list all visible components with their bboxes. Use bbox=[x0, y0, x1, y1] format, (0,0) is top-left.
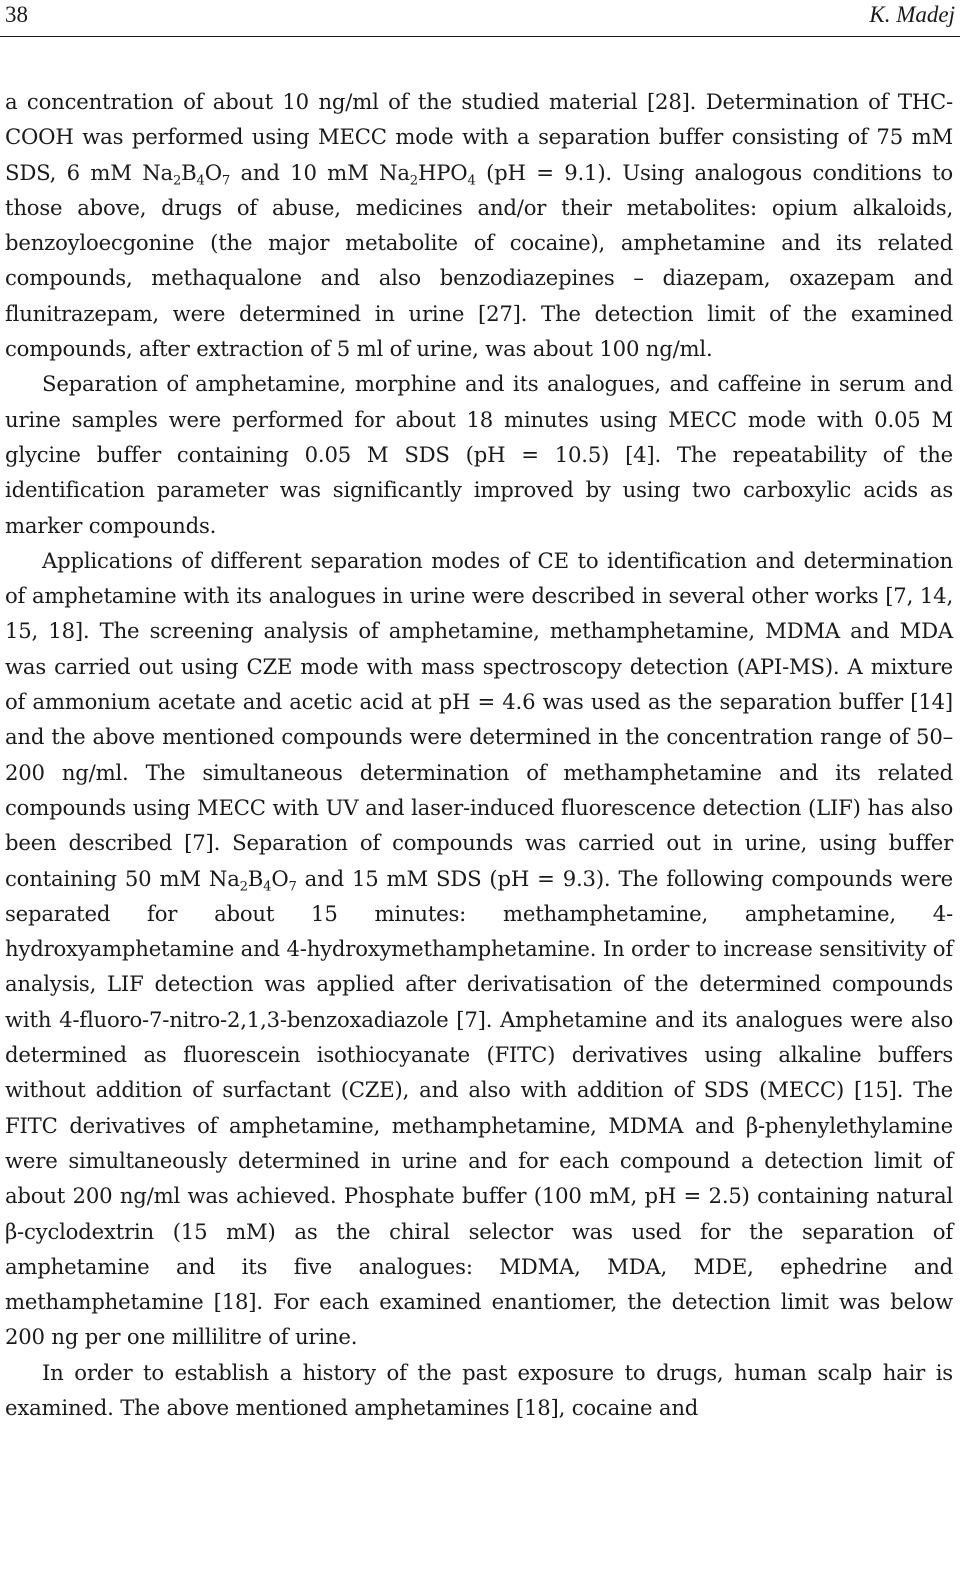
header-rule bbox=[0, 36, 960, 37]
paragraph-2: Separation of amphetamine, morphine and its analogues, and caffeine in serum and urine samples were performed for about 18 minutes using MECC mode with 0.05 M glycine buffer containing 0.05 M SDS (pH = 10.5) [4]. The repeatability of the identification parameter was significantly improved by using two carboxylic acids as marker compounds. bbox=[5, 371, 953, 538]
paragraph-3: Applications of different separation modes of CE to identification and determination of amphetamine with its analogues in urine were described in several other works [7, 14, 15, 18]. The screening analysis of amphetamine, methamphetamine, MDMA and MDA was carried out using CZE mode with mass spectroscopy detection (API-MS). A mixture of ammonium acetate and acetic acid at pH = 4.6 was used as the separation buffer [14] and the above mentioned compounds were determined in the concentration range of 50–200 ng/ml. The simultaneous determination of methamphetamine and its related compounds using MECC with UV and laser-induced fluorescence detection (LIF) has also been described [7]. Separation of compounds was carried out in urine, using buffer containing 50 mM $Na_2B_4O_7$ and 15 mM SDS (pH = 9.3). The following compounds were separated for about 15 minutes: methamphetamine, amphetamine, 4-hydroxyamphetamine and 4-hydroxymethamphetamine. In order to increase sensitivity of analysis, LIF detection was applied after derivatisation of the determined compounds with 4-fluoro-7-nitro-2,1,3-benzoxadiazole [7]. Amphetamine and its analogues were also determined as fluorescein isothiocyanate (FITC) derivatives using alkaline buffers without addition of surfactant (CZE), and also with addition of SDS (MECC) [15]. The FITC derivatives of amphetamine, methamphetamine, MDMA and β-phenylethylamine were simultaneously determined in urine and for each compound a detection limit of about 200 ng/ml was achieved. Phosphate buffer (100 mM, pH = 2.5) containing natural β-cyclodextrin (15 mM) as the chiral selector was used for the separation of amphetamine and its five analogues: MDMA, MDA, MDE, ephedrine and methamphetamine [18]. For each examined enantiomer, the detection limit was below 200 ng per one millilitre of urine. bbox=[5, 547, 953, 1350]
page-number: 38 bbox=[5, 2, 28, 27]
running-head-author: K. Madej bbox=[869, 2, 955, 27]
body-text bbox=[5, 84, 953, 1425]
page-header bbox=[0, 0, 960, 40]
paragraph-4: In order to establish a history of the past exposure to drugs, human scalp hair is examined. The above mentioned amphetamines [18], cocaine and bbox=[5, 1359, 953, 1420]
paragraph-1: a concentration of about 10 ng/ml of the studied material [28]. Determination of THC-COOH was performed using MECC mode with a separation buffer consisting of 75 mM SDS, 6 mM $Na_2B_4O_7$ and 10 mM $Na_2HPO_4$ (pH = 9.1). Using analogous conditions to those above, drugs of abuse, medicines and/or their metabolites: opium alkaloids, benzoyloecgonine (the major metabolite of cocaine), amphetamine and its related compounds, methaqualone and also benzodiazepines – diazepam, oxazepam and flunitrazepam, were determined in urine [27]. The detection limit of the examined compounds, after extraction of 5 ml of urine, was about 100 ng/ml. bbox=[5, 89, 953, 362]
